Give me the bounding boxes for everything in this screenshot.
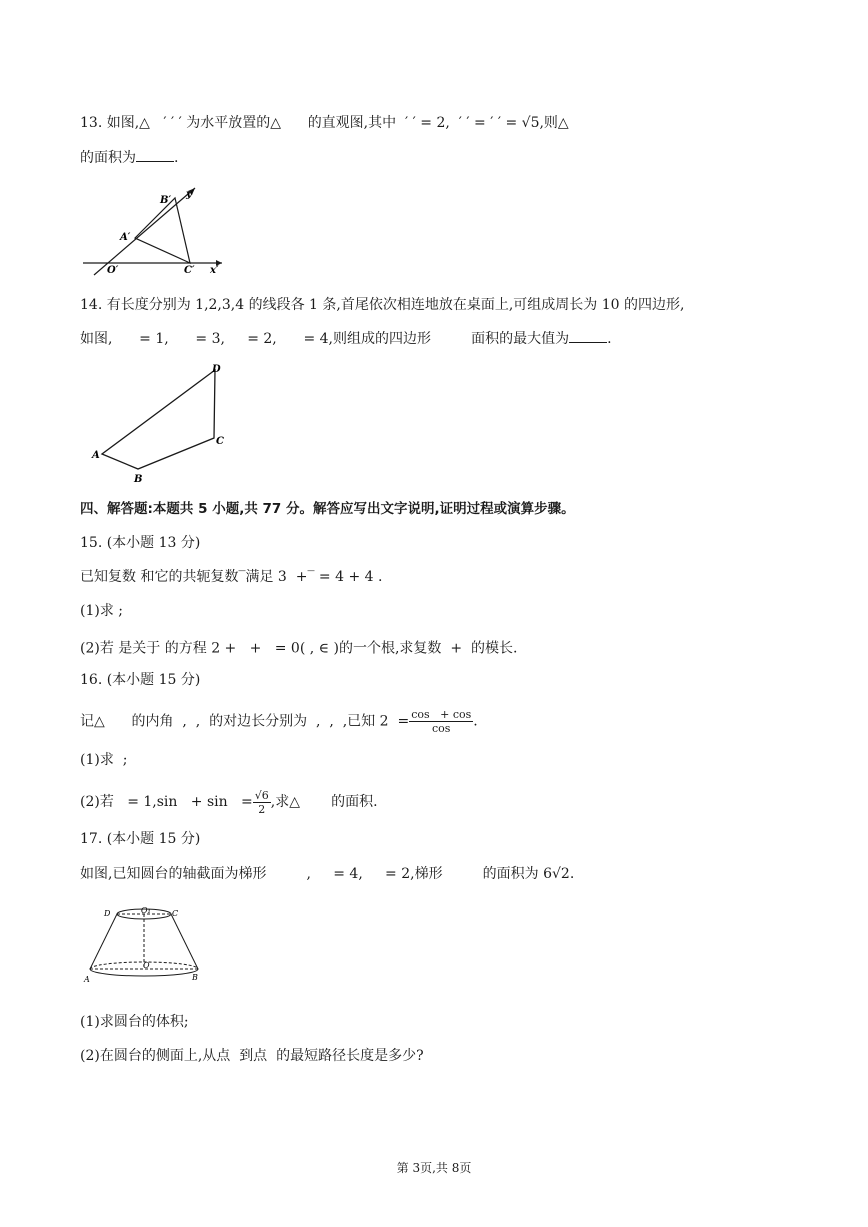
q16-stem bbox=[80, 708, 478, 735]
label-c: C bbox=[216, 436, 224, 447]
q16-text: 的面积. bbox=[331, 794, 378, 810]
q14-text: 面积的最大值为 bbox=[471, 331, 570, 347]
q16-part1: (1)求 ; bbox=[80, 752, 128, 768]
q17-text: = 4, bbox=[333, 866, 363, 882]
label-a: A bbox=[84, 975, 90, 984]
q16-text: , bbox=[329, 713, 334, 730]
q16-text: , bbox=[195, 713, 201, 730]
q13-text: ′ ′ = bbox=[458, 115, 486, 131]
q15-part1: (1)求 ; bbox=[80, 603, 123, 619]
label-b-prime: B′ bbox=[160, 195, 172, 206]
prime-marks: ′ ′ ′ bbox=[163, 115, 182, 131]
q16-part2 bbox=[80, 788, 378, 816]
q16-fraction-2 bbox=[253, 789, 271, 816]
q15-head: 15. (本小题 13 分) bbox=[80, 535, 201, 551]
q16-text: , bbox=[316, 713, 321, 730]
q14-text: = 1, bbox=[139, 331, 169, 347]
q16-head: 16. (本小题 15 分) bbox=[80, 672, 201, 688]
q16-text: + sin bbox=[190, 794, 228, 810]
q14-line2 bbox=[80, 329, 612, 349]
q15-text: = 4 + 4 bbox=[318, 569, 374, 585]
triangle-symbol: △ bbox=[139, 115, 150, 131]
q15-text: 是关于 bbox=[118, 640, 161, 657]
q16-fraction bbox=[409, 708, 473, 735]
q13-text: 的面积为 bbox=[80, 150, 136, 166]
q13-text: ′ ′ = √5,则△ bbox=[490, 115, 569, 131]
label-o: O bbox=[143, 961, 150, 970]
q16-text: (2)若 bbox=[80, 794, 114, 810]
section-heading: 四、解答题:本题共 5 小题,共 77 分。解答应写出文字说明,证明过程或演算步骤。 bbox=[80, 501, 575, 517]
q15-text: )的一个根,求复数 bbox=[333, 640, 442, 657]
q15-text: + bbox=[249, 640, 262, 657]
page-footer: 第 3页,共 8页 bbox=[396, 1161, 472, 1175]
q15-text: . bbox=[378, 569, 383, 585]
q15-text: 的方程 bbox=[164, 640, 207, 657]
q15-stem: 已知复数 和它的共轭复数‾满足 3 +‾ = 4 + 4 . bbox=[80, 569, 383, 585]
q17-text: 如图,已知圆台的轴截面为梯形 bbox=[80, 866, 267, 882]
q17-text: , bbox=[306, 866, 311, 882]
label-b: B bbox=[192, 973, 198, 982]
q15-text: + bbox=[295, 569, 308, 585]
q16-text: ,求△ bbox=[270, 794, 300, 810]
q16-text: 的内角 bbox=[131, 713, 174, 730]
q17-stem bbox=[80, 864, 574, 884]
q14-text: . bbox=[607, 331, 612, 347]
q13-line1 bbox=[80, 113, 569, 133]
label-o1: O₁ bbox=[141, 906, 151, 915]
q13-text: 的直观图,其中 bbox=[307, 115, 397, 131]
label-b: B bbox=[134, 474, 143, 485]
q16-text: 的对边长分别为 bbox=[209, 713, 308, 730]
q16-text: 记△ bbox=[80, 713, 105, 730]
q17-figure bbox=[82, 900, 207, 990]
q13-text: 为水平放置的△ bbox=[186, 115, 281, 131]
q15-text: + bbox=[450, 640, 463, 657]
q16-text: , bbox=[182, 713, 187, 730]
q15-text: 满足 3 bbox=[245, 569, 287, 585]
q15-text: = 0( bbox=[274, 640, 306, 657]
q15-text: 2 + bbox=[211, 640, 237, 657]
label-d: D bbox=[212, 364, 221, 375]
q17-text: 的最短路径长度是多少? bbox=[276, 1048, 424, 1064]
label-x-prime: x′ bbox=[210, 265, 219, 276]
label-c-prime: C′ bbox=[184, 265, 195, 276]
label-y-prime: y′ bbox=[186, 189, 195, 200]
q17-text: = 2,梯形 bbox=[385, 866, 443, 882]
q14-text: = 3, bbox=[195, 331, 225, 347]
answer-blank bbox=[569, 330, 607, 343]
q16-text: = bbox=[397, 713, 410, 730]
label-d: D bbox=[104, 909, 111, 918]
label-o-prime: O′ bbox=[107, 265, 119, 276]
q13-line2 bbox=[80, 148, 178, 168]
q16-text: = 1,sin bbox=[127, 794, 178, 810]
fraction-numerator: √6 bbox=[254, 788, 269, 802]
q13-figure bbox=[80, 183, 230, 278]
q16-text: ,已知 2 bbox=[342, 713, 389, 730]
label-c: C bbox=[172, 909, 179, 918]
q16-text: . bbox=[473, 713, 478, 730]
q13-text: . bbox=[174, 150, 179, 166]
q17-text: 到点 bbox=[239, 1048, 268, 1064]
q17-text: (2)在圆台的侧面上,从点 bbox=[80, 1048, 231, 1064]
q17-part1: (1)求圆台的体积; bbox=[80, 1014, 189, 1030]
fraction-numerator: cos + cos bbox=[411, 708, 472, 721]
q14-line1: 14. 有长度分别为 1,2,3,4 的线段各 1 条,首尾依次相连地放在桌面上,可组成周长为 10 的四边形, bbox=[80, 297, 685, 313]
q13-number: 13. 如图, bbox=[80, 115, 140, 131]
q15-text: , bbox=[309, 640, 315, 657]
q15-text: 已知复数 bbox=[80, 569, 136, 585]
q15-text: (2)若 bbox=[80, 640, 114, 657]
q13-text: ′ ′ = 2, bbox=[405, 115, 450, 131]
answer-blank bbox=[136, 149, 174, 162]
q15-text: 和它的共轭复数 bbox=[140, 569, 239, 585]
q17-part2 bbox=[80, 1046, 424, 1066]
q17-head: 17. (本小题 15 分) bbox=[80, 831, 201, 847]
q14-text: 如图, bbox=[80, 331, 113, 347]
q14-text: = 4,则组成的四边形 bbox=[303, 331, 432, 347]
q17-text: 的面积为 6√2. bbox=[482, 866, 575, 882]
q16-text: = bbox=[241, 794, 253, 810]
q14-text: = 2, bbox=[247, 331, 277, 347]
fraction-denominator: 2 bbox=[258, 802, 266, 816]
label-a-prime: A′ bbox=[120, 232, 131, 243]
q15-text: ∈ bbox=[318, 640, 330, 657]
q14-figure bbox=[88, 362, 233, 487]
q15-text: 的模长. bbox=[470, 640, 518, 657]
label-a: A bbox=[92, 450, 100, 461]
q15-part2 bbox=[80, 635, 517, 659]
fraction-denominator: cos bbox=[432, 722, 451, 735]
